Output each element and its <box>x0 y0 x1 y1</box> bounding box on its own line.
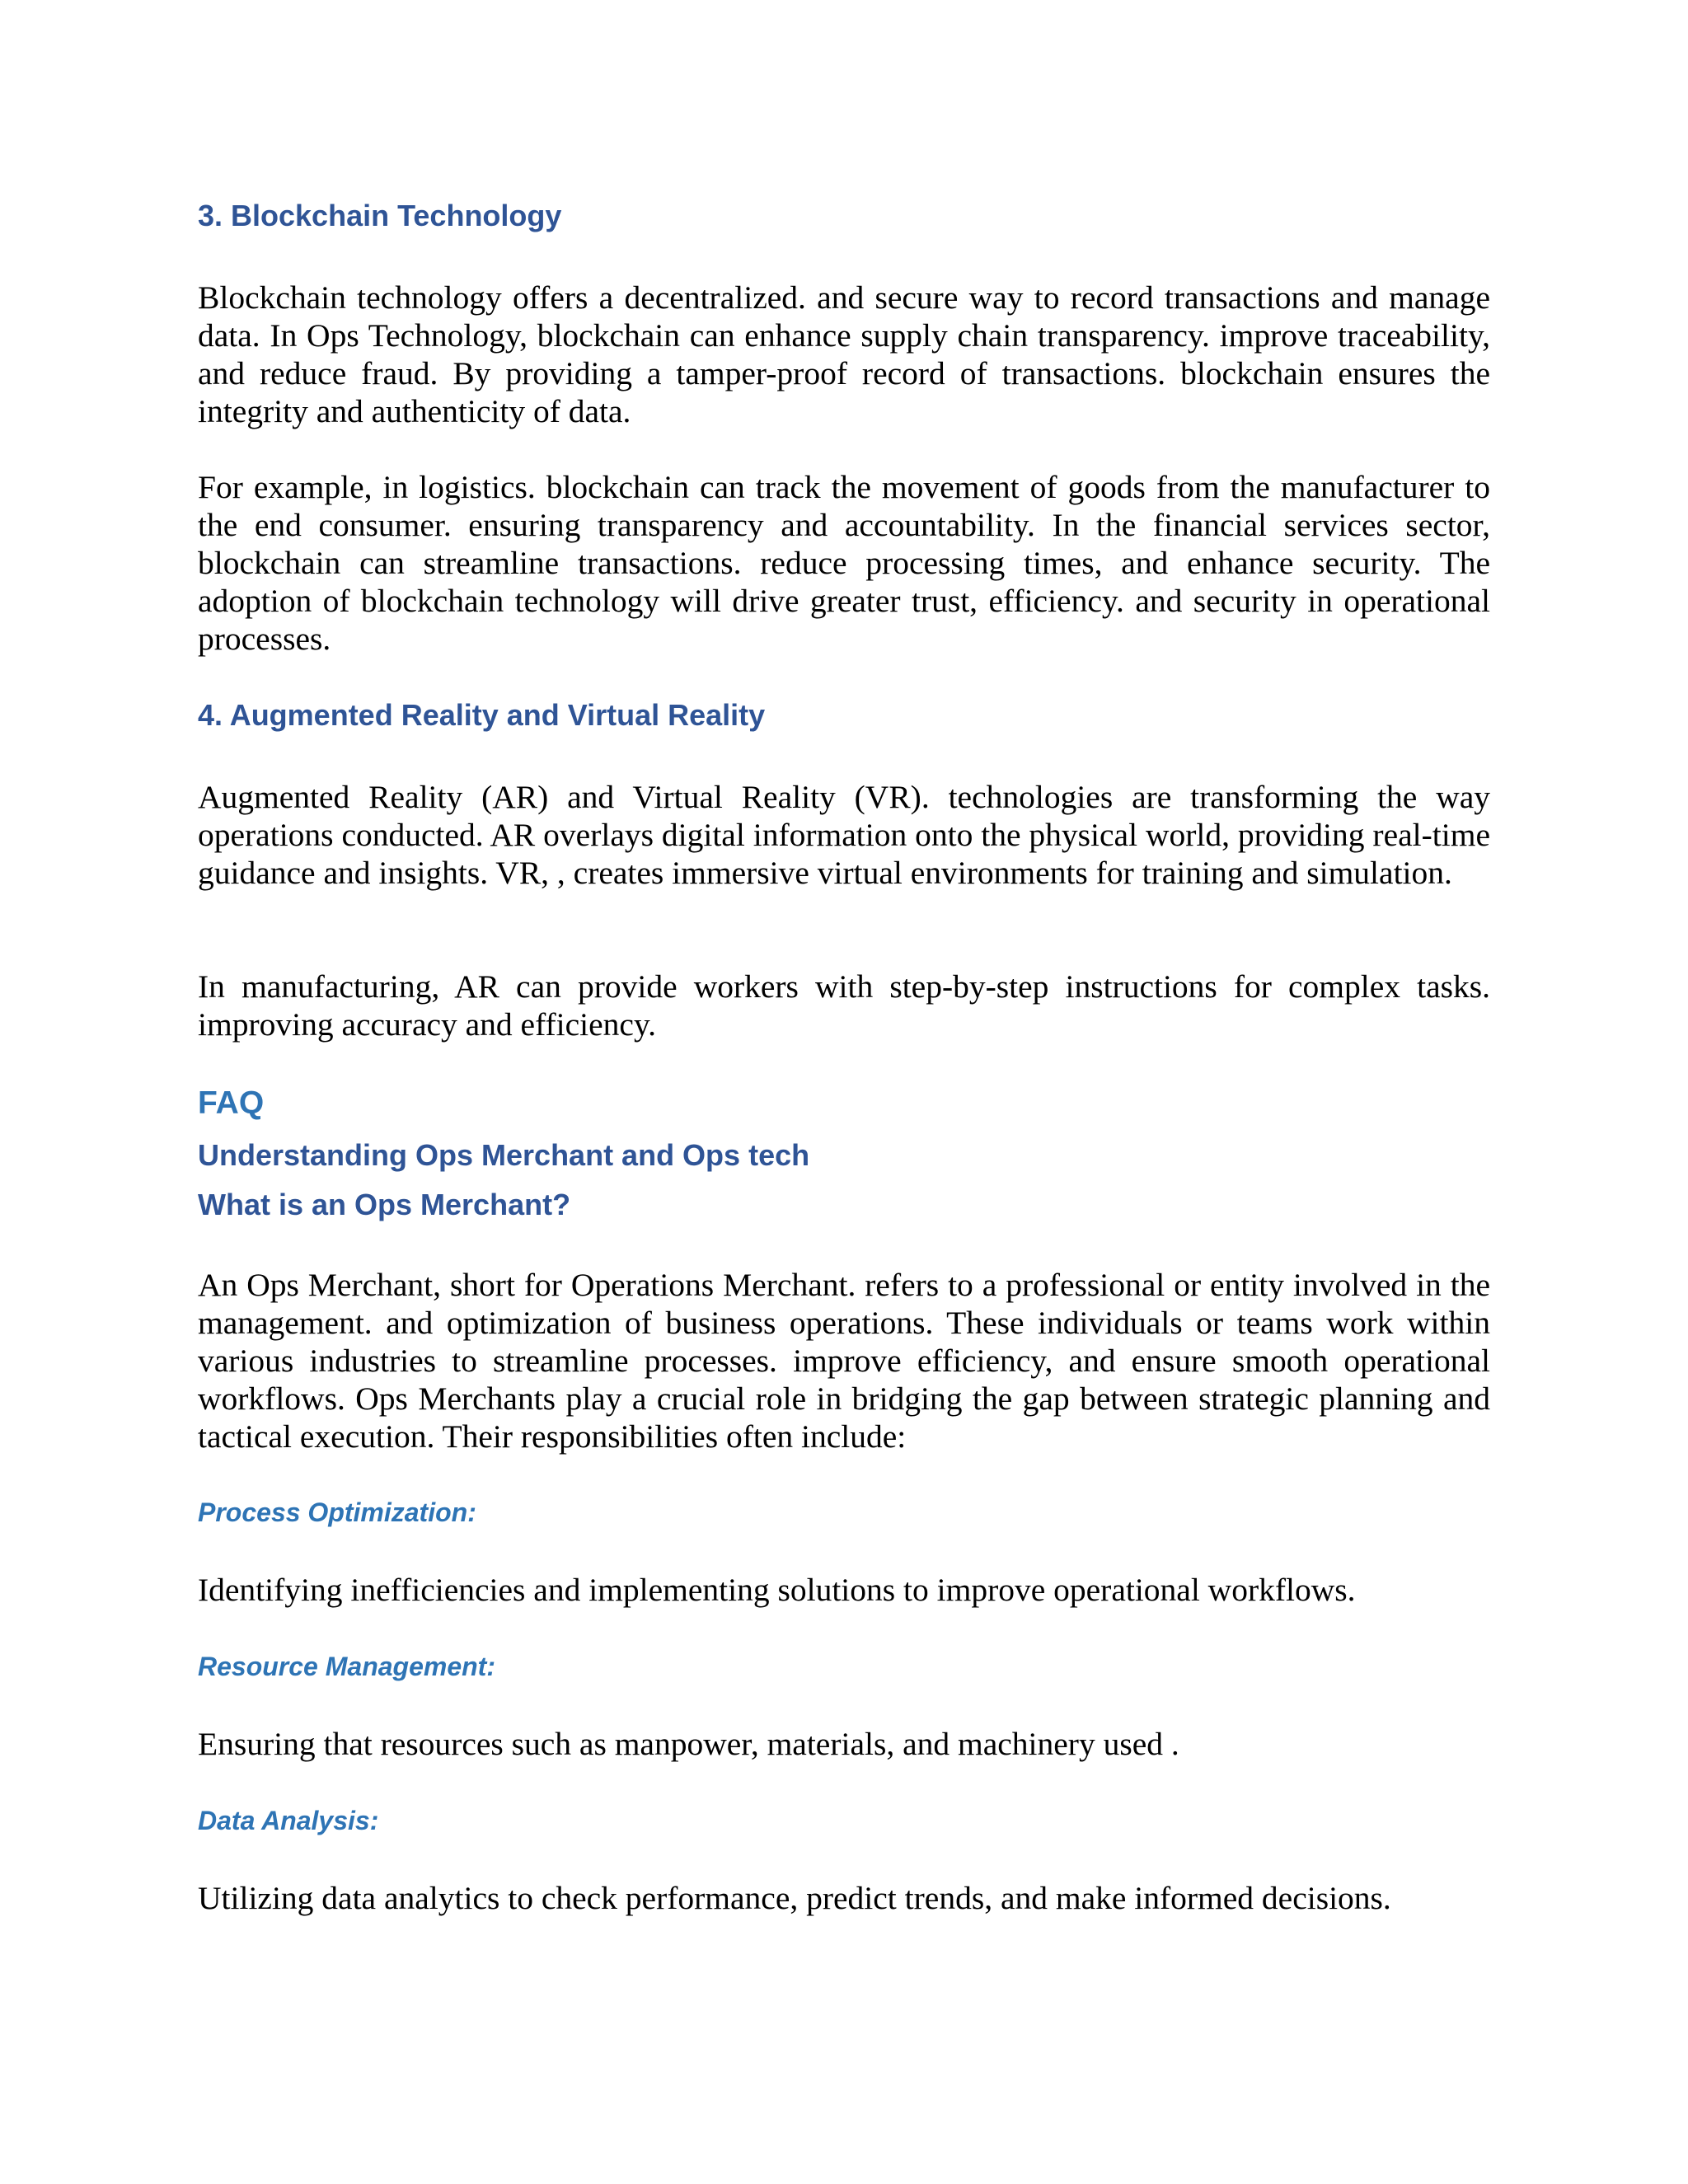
faq-item-text: Identifying inefficiencies and implementing solutions to improve operational workflows. <box>198 1572 1356 1608</box>
faq-item-title: Process Optimization: <box>198 1497 476 1527</box>
faq-answer: An Ops Merchant, short for Operations Merchant. refers to a professional or entity involved in the management. and optimization of business operations. These individuals or teams work within various industries to streamline processes. improve efficiency, and ensure smooth operational workflows. Ops Merchants play a crucial role in bridging the gap between strategic planning and tactical execution. Their responsibilities often include: <box>198 1267 1490 1455</box>
ar-vr-heading: 4. Augmented Reality and Virtual Reality <box>198 698 766 732</box>
faq-item-title: Data Analysis: <box>198 1806 379 1835</box>
faq-item-text: Ensuring that resources such as manpower, materials, and machinery used . <box>198 1726 1179 1762</box>
ar-vr-paragraph-2: In manufacturing, AR can provide workers with step-by-step instructions for complex tasks. improving accuracy and efficiency. <box>198 968 1490 1043</box>
blockchain-paragraph-1: Blockchain technology offers a decentralized. and secure way to record transactions and manage data. In Ops Technology, blockchain can enhance supply chain transparency. improve traceability, and reduce fraud. By providing a tamper-proof record of transactions. blockchain ensures the integrity and authenticity of data. <box>198 279 1490 429</box>
ar-vr-paragraph-1: Augmented Reality (AR) and Virtual Reality (VR). technologies are transforming the way operations conducted. AR overlays digital information onto the physical world, providing real-time guidance and insights. VR, , creates immersive virtual environments for training and simulation. <box>198 779 1490 891</box>
blockchain-heading: 3. Blockchain Technology <box>198 199 562 232</box>
faq-item-title: Resource Management: <box>198 1652 495 1681</box>
blockchain-paragraph-2: For example, in logistics. blockchain can track the movement of goods from the manufacturer to the end consumer. ensuring transparency and accountability. In the financial services sector, blockchain can streamline transactions. reduce processing times, and enhance security. The adoption of blockchain technology will drive greater trust, efficiency. and security in operational processes. <box>198 469 1490 657</box>
faq-heading: FAQ <box>198 1085 265 1121</box>
faq-item-text: Utilizing data analytics to check performance, predict trends, and make informed decisions. <box>198 1880 1391 1916</box>
faq-subheading: Understanding Ops Merchant and Ops tech <box>198 1138 810 1172</box>
faq-question: What is an Ops Merchant? <box>198 1188 571 1221</box>
